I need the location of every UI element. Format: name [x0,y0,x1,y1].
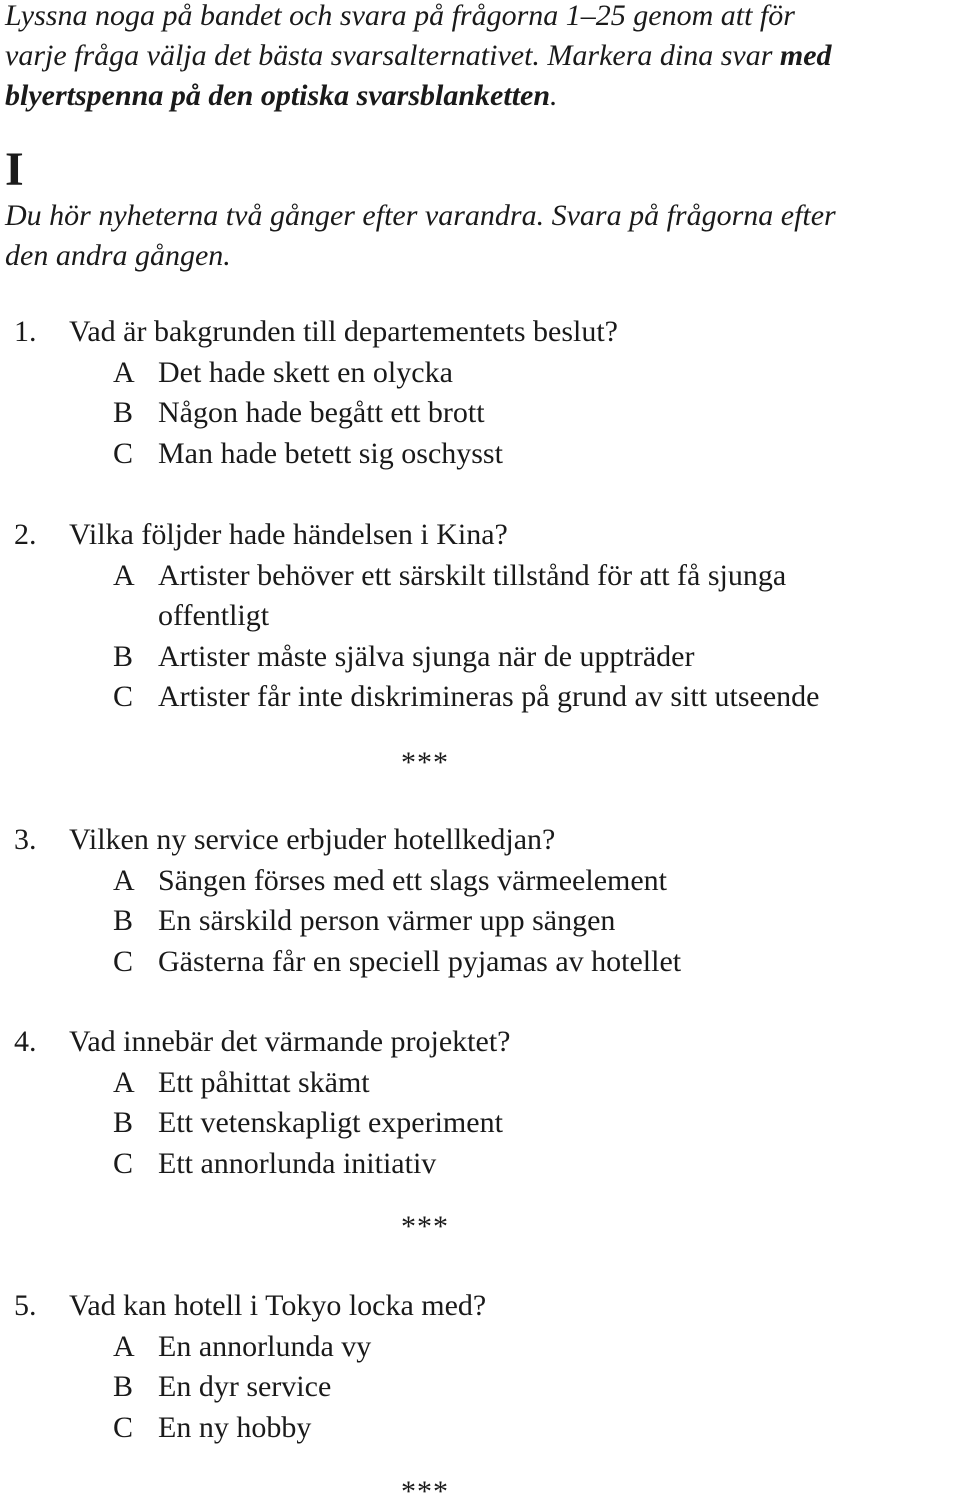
option-text-continuation: offentligt [158,599,270,632]
question-text: Vad kan hotell i Tokyo locka med? [69,1289,487,1322]
option-a [0,556,960,597]
option-letter: B [113,1370,134,1403]
option-text: Ett annorlunda initiativ [158,1146,437,1180]
option-b [0,393,960,434]
option-letter: A [113,1065,135,1099]
question-number: 1. [14,315,37,348]
general-instructions [5,0,960,116]
option-letter: A [113,355,135,389]
section-instructions-line-1: Du hör nyheterna två gånger efter varandra. Svara på frågorna efter [5,199,836,232]
instructions-emphasis-med: med [779,39,832,72]
instructions-emphasis-pencil: blyertspenna på den optiska svarsblanketten [5,79,551,112]
option-letter: B [113,1106,134,1139]
instructions-line-2-text: varje fråga välja det bästa svarsalternativet. Markera dina svar [5,39,780,72]
instructions-line-3-period: . [550,79,558,112]
option-a [0,1063,960,1104]
option-c [0,1144,960,1185]
question-text: Vad innebär det värmande projektet? [69,1025,511,1058]
option-a-continuation [0,596,960,637]
option-letter: C [113,1146,134,1180]
question-number: 4. [14,1025,37,1058]
question-number: 2. [14,518,37,551]
question-2 [0,515,960,718]
option-text: Sängen förses med ett slags värmeelement [158,863,668,897]
question-1 [0,312,960,474]
option-letter: B [113,904,134,937]
question-3 [0,820,960,982]
option-letter: A [113,863,135,897]
question-5 [0,1286,960,1448]
option-b [0,637,960,678]
question-stem [0,1022,960,1063]
option-letter: C [113,944,134,978]
separator: *** [401,1210,449,1243]
option-text: Artister behöver ett särskilt tillstånd för att få sjunga [158,558,787,592]
option-text: En ny hobby [158,1410,312,1444]
question-number: 3. [14,823,37,856]
option-a [0,353,960,394]
option-letter: B [113,396,134,429]
option-letter: A [113,1329,135,1363]
option-text: Någon hade begått ett brott [158,396,485,429]
question-stem [0,1286,960,1327]
option-text: Artister får inte diskrimineras på grund av sitt utseende [158,680,820,713]
option-text: Gästerna får en speciell pyjamas av hotellet [158,944,682,978]
option-letter: C [113,1410,134,1444]
instructions-line-3 [5,76,960,116]
separator: *** [401,746,449,779]
instructions-line-2 [5,36,960,76]
option-letter: B [113,639,134,673]
option-text: En dyr service [158,1370,332,1403]
section-instructions-line-2: den andra gången. [5,239,231,272]
question-stem [0,312,960,353]
question-text: Vad är bakgrunden till departementets beslut? [69,315,618,348]
question-stem [0,515,960,556]
question-text: Vilka följder hade händelsen i Kina? [69,518,508,551]
option-text: En annorlunda vy [158,1329,372,1363]
option-text: En särskild person värmer upp sängen [158,904,616,937]
option-b [0,1367,960,1408]
section-instructions [5,196,960,276]
option-c [0,942,960,983]
option-text: Det hade skett en olycka [158,355,453,389]
option-text: Ett vetenskapligt experiment [158,1106,503,1139]
option-text: Artister måste själva sjunga när de uppträder [158,639,695,673]
option-letter: C [113,436,134,470]
option-text: Man hade betett sig oschysst [158,436,503,470]
option-b [0,1103,960,1144]
section-heading: I [5,143,24,196]
question-stem [0,820,960,861]
option-c [0,434,960,475]
question-number: 5. [14,1289,37,1322]
option-b [0,901,960,942]
instructions-line-1: Lyssna noga på bandet och svara på frågorna 1–25 genom att för [5,0,795,32]
option-c [0,1408,960,1449]
option-c [0,677,960,718]
separator: *** [401,1475,449,1508]
option-letter: C [113,680,134,713]
question-4 [0,1022,960,1184]
question-text: Vilken ny service erbjuder hotellkedjan? [69,823,556,856]
option-a [0,861,960,902]
option-letter: A [113,558,135,592]
option-text: Ett påhittat skämt [158,1065,370,1099]
option-a [0,1327,960,1368]
